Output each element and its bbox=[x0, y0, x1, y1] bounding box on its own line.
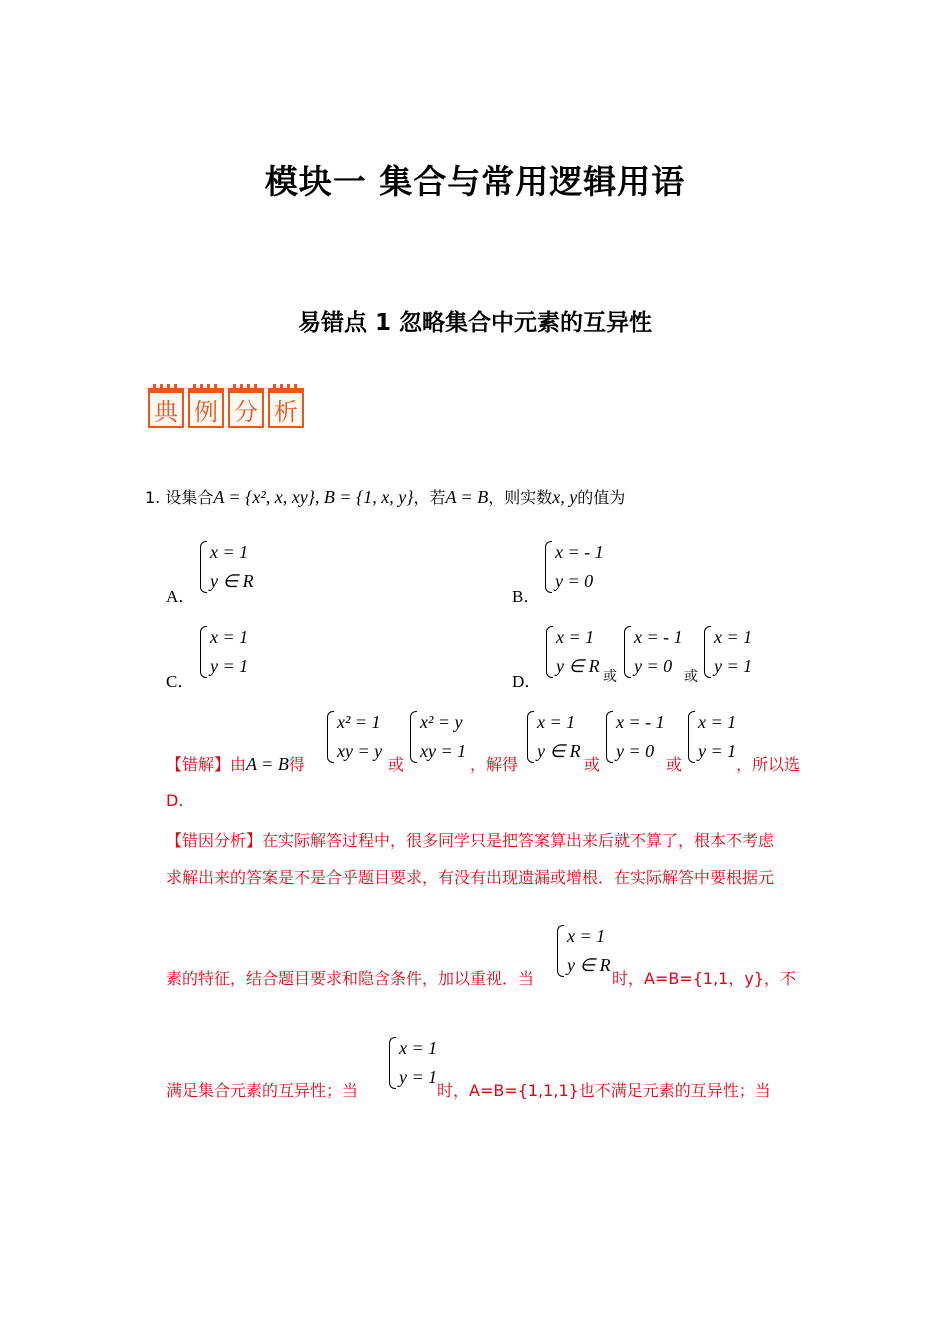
equation: y ∈ R bbox=[556, 656, 600, 676]
wrong-system-5 bbox=[688, 708, 736, 766]
equation: x = 1 bbox=[556, 627, 595, 647]
or-text: 或 bbox=[684, 669, 698, 685]
equation: x = 1 bbox=[210, 542, 249, 562]
wrong-system-4 bbox=[606, 708, 665, 766]
question-lead: 1. 设集合 bbox=[145, 488, 214, 507]
badge-char: 分 bbox=[228, 388, 264, 428]
page-title: 模块一 集合与常用逻辑用语 bbox=[264, 162, 686, 201]
wrong-system-3 bbox=[527, 708, 581, 766]
wrong-solution-suffix: ，所以选 bbox=[736, 755, 801, 774]
wrong-solution-prefix bbox=[166, 752, 305, 775]
equation: x = 1 bbox=[567, 926, 606, 946]
analysis-line-1: 【错因分析】在实际解答过程中，很多同学只是把答案算出来后就不算了，根本不考虑 bbox=[166, 831, 775, 850]
wrong-solution-label: 【错解】由 bbox=[166, 755, 247, 774]
analysis-system-1 bbox=[557, 922, 611, 980]
question-stem bbox=[145, 485, 625, 508]
question-cond: A = B bbox=[445, 487, 489, 507]
question-tail: ，则实数 bbox=[488, 488, 553, 507]
option-d-label: D． bbox=[512, 672, 542, 691]
example-analysis-badge bbox=[148, 388, 304, 428]
option-d-system-1 bbox=[546, 623, 600, 681]
badge-char: 析 bbox=[268, 388, 304, 428]
wrong-solution-cond: A = B bbox=[246, 754, 289, 774]
option-b-label: B． bbox=[512, 587, 541, 606]
equation: x = - 1 bbox=[616, 712, 665, 732]
option-c-system bbox=[200, 623, 248, 681]
equation: y = 1 bbox=[399, 1067, 438, 1087]
equation: x² = 1 bbox=[337, 712, 381, 732]
equation: x = 1 bbox=[399, 1038, 438, 1058]
or-text: 或 bbox=[584, 755, 601, 774]
option-d-system-3 bbox=[704, 623, 752, 681]
wrong-solution-de: 得 bbox=[288, 755, 305, 774]
option-c-label: C． bbox=[166, 672, 195, 691]
question-mid: ，若 bbox=[413, 488, 446, 507]
badge-char: 典 bbox=[148, 388, 184, 428]
equation: y = 0 bbox=[634, 656, 673, 676]
equation: xy = y bbox=[337, 741, 383, 761]
analysis-line-3-pre: 素的特征，结合题目要求和隐含条件，加以重视．当 bbox=[166, 969, 535, 988]
or-text: 或 bbox=[666, 755, 683, 774]
analysis-line-4-post: 时，A=B={1,1,1}也不满足元素的互异性；当 bbox=[437, 1081, 771, 1100]
equation: x = 1 bbox=[698, 712, 737, 732]
analysis-system-2 bbox=[389, 1034, 437, 1092]
badge-char: 例 bbox=[188, 388, 224, 428]
analysis-line-2: 求解出来的答案是不是合乎题目要求，有没有出现遗漏或增根．在实际解答中要根据元 bbox=[166, 868, 775, 887]
equation: y = 1 bbox=[714, 656, 753, 676]
analysis-line-4-pre: 满足集合元素的互异性；当 bbox=[166, 1081, 359, 1100]
equation: y ∈ R bbox=[537, 741, 581, 761]
analysis-line-3-post: 时，A=B={1,1，y}，不 bbox=[612, 969, 797, 988]
equation: xy = 1 bbox=[420, 741, 467, 761]
equation: x² = y bbox=[420, 712, 463, 732]
equation: x = - 1 bbox=[555, 542, 604, 562]
section-subtitle: 易错点 1 忽略集合中元素的互异性 bbox=[297, 310, 653, 336]
question-vars: x, y bbox=[552, 487, 578, 507]
wrong-solution-solve: ，解得 bbox=[470, 755, 519, 774]
option-a-label: A． bbox=[166, 587, 196, 606]
equation: y = 1 bbox=[210, 656, 249, 676]
equation: y ∈ R bbox=[210, 571, 254, 591]
question-set-expr: A = {x², x, xy}, B = {1, x, y} bbox=[213, 487, 414, 507]
option-d-system-2 bbox=[624, 623, 683, 681]
equation: y = 1 bbox=[698, 741, 737, 761]
question-end: 的值为 bbox=[577, 488, 626, 507]
wrong-solution-answer: D. bbox=[166, 791, 184, 810]
equation: y = 0 bbox=[555, 571, 594, 591]
equation: x = - 1 bbox=[634, 627, 683, 647]
or-text: 或 bbox=[603, 669, 617, 685]
or-text: 或 bbox=[388, 755, 405, 774]
equation: x = 1 bbox=[537, 712, 576, 732]
option-a-system bbox=[200, 538, 254, 596]
equation: x = 1 bbox=[210, 627, 249, 647]
option-b-system bbox=[545, 538, 604, 596]
wrong-system-1 bbox=[327, 708, 382, 766]
equation: y = 0 bbox=[616, 741, 655, 761]
equation: y ∈ R bbox=[567, 955, 611, 975]
equation: x = 1 bbox=[714, 627, 753, 647]
wrong-system-2 bbox=[410, 708, 466, 766]
